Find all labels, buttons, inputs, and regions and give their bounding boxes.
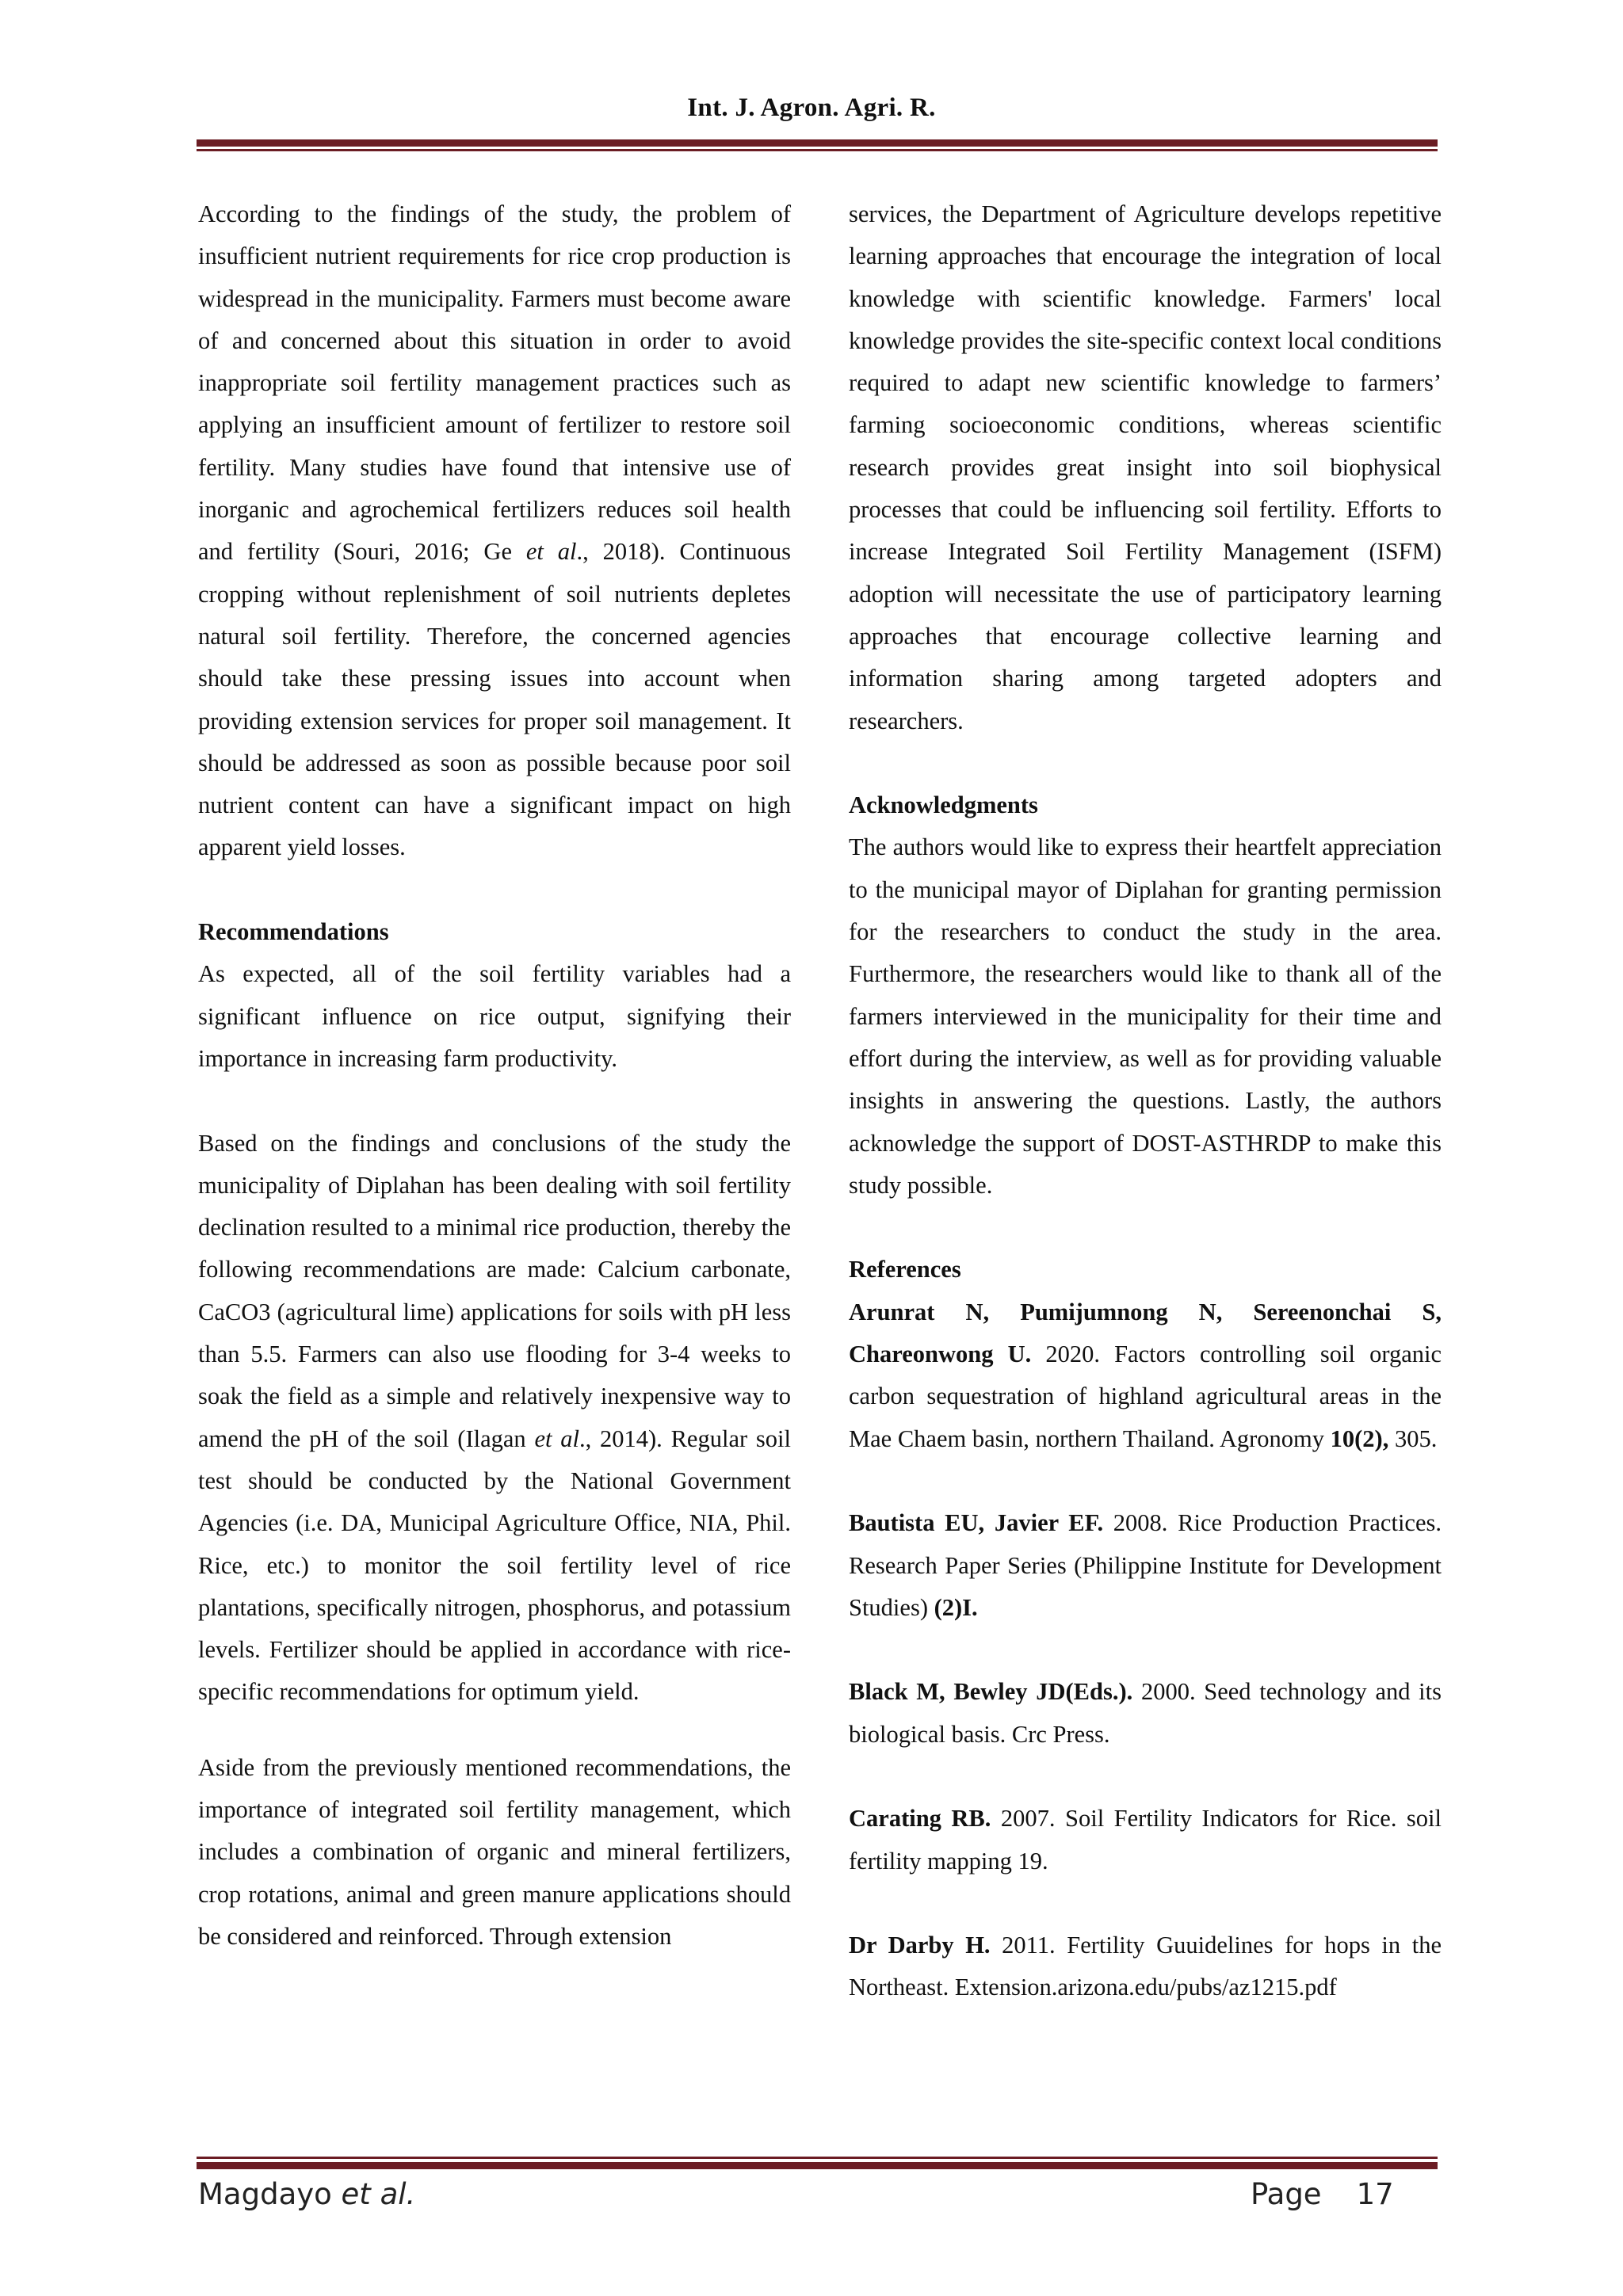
paragraph-aside: Aside from the previously mentioned recommendations, the importance of integrated soil fertility management, which includes a combination of organic and mineral fertilizers, crop rotations, animal and green manure applications should be considered and reinforced. Through extension: [198, 1753, 791, 1950]
paragraph-findings: According to the findings of the study, the problem of insufficient nutrient requirements for rice crop production is widespread in the municipality. Farmers must become aware of and concerned about this situation in order to avoid inappropriate soil fertility management practices such as applying an insufficient amount of fertilizer to restore soil fertility. Many studies have found that intensive use of inorganic and agrochemical fertilizers reduces soil health and fertility (Souri, 2016; Ge et al., 2018). Continuous cropping without replenishment of soil nutrients depletes natural soil fertility. Therefore, the concerned agencies should take these pressing issues into account when providing extension services for proper soil management. It should be addressed as soon as possible because poor soil nutrient content can have a significant impact on high apparent yield losses.: [198, 200, 791, 861]
reference-item: Black M, Bewley JD(Eds.). 2000. Seed technology and its biological basis. Crc Press.: [849, 1678, 1442, 1748]
reference-item: Bautista EU, Javier EF. 2008. Rice Production Practices. Research Paper Series (Philippine Institute for Development Studies) (2)I.: [849, 1509, 1442, 1621]
footer-author: Magdayo et al.: [198, 2177, 416, 2211]
recommendations-heading: Recommendations: [198, 918, 389, 946]
header-rule-thick: [197, 139, 1438, 147]
footer-rule-thin: [197, 2157, 1438, 2159]
references-heading: References: [849, 1256, 961, 1283]
footer-page-number: Page 17: [1251, 2177, 1394, 2211]
paragraph-services: services, the Department of Agriculture develops repetitive learning approaches that encourage the integration of local knowledge with scientific knowledge. Farmers' local knowledge provides the site-specific context local conditions required to adapt new scientific knowledge to farmers’ farming socioeconomic conditions, whereas scientific research provides great insight into soil biophysical processes that could be influencing soil fertility. Efforts to increase Integrated Soil Fertility Management (ISFM) adoption will necessitate the use of participatory learning approaches that encourage collective learning and information sharing among targeted adopters and researchers.: [849, 200, 1442, 734]
left-column: [198, 193, 791, 1958]
header-rule-thin: [197, 149, 1438, 151]
paragraph-based-on-findings: Based on the findings and conclusions of the study the municipality of Diplahan has been dealing with soil fertility declination resulted to a minimal rice production, thereby the following recommendations are made: Calcium carbonate, CaCO3 (agricultural lime) applications for soils with pH less than 5.5. Farmers can also use flooding for 3-4 weeks to soak the field as a simple and relatively inexpensive way to amend the pH of the soil (Ilagan et al., 2014). Regular soil test should be conducted by the National Government Agencies (i.e. DA, Municipal Agriculture Office, NIA, Phil. Rice, etc.) to monitor the soil fertility level of rice plantations, specifically nitrogen, phosphorus, and potassium levels. Fertilizer should be applied in accordance with rice-specific recommendations for optimum yield.: [198, 1129, 791, 1706]
reference-item: Carating RB. 2007. Soil Fertility Indicators for Rice. soil fertility mapping 19.: [849, 1805, 1442, 1875]
reference-item: Arunrat N, Pumijumnong N, Sereenonchai S, Chareonwong U. 2020. Factors controlling soil organic carbon sequestration of highland agricultural areas in the Mae Chaem basin, northern Thailand. Agronomy 10(2), 305.: [849, 1298, 1442, 1452]
acknowledgments-heading: Acknowledgments: [849, 791, 1038, 819]
right-column: [849, 193, 1442, 2009]
paragraph-acknowledgments: The authors would like to express their heartfelt appreciation to the municipal mayor of Diplahan for granting permission for the researchers to conduct the study in the area. Furthermore, the researchers would like to thank all of the farmers interviewed in the municipality for their time and effort during the interview, as well as for providing valuable insights in answering the questions. Lastly, the authors acknowledge the support of DOST-ASTHRDP to make this study possible.: [849, 833, 1442, 1199]
footer-rule-thick: [197, 2162, 1438, 2169]
paragraph-expected: As expected, all of the soil fertility variables had a significant influence on rice output, signifying their importance in increasing farm productivity.: [198, 960, 791, 1072]
reference-item: Dr Darby H. 2011. Fertility Guuidelines for hops in the Northeast. Extension.arizona.edu/pubs/az1215.pdf: [849, 1932, 1442, 2001]
journal-title: Int. J. Agron. Agri. R.: [687, 93, 936, 122]
